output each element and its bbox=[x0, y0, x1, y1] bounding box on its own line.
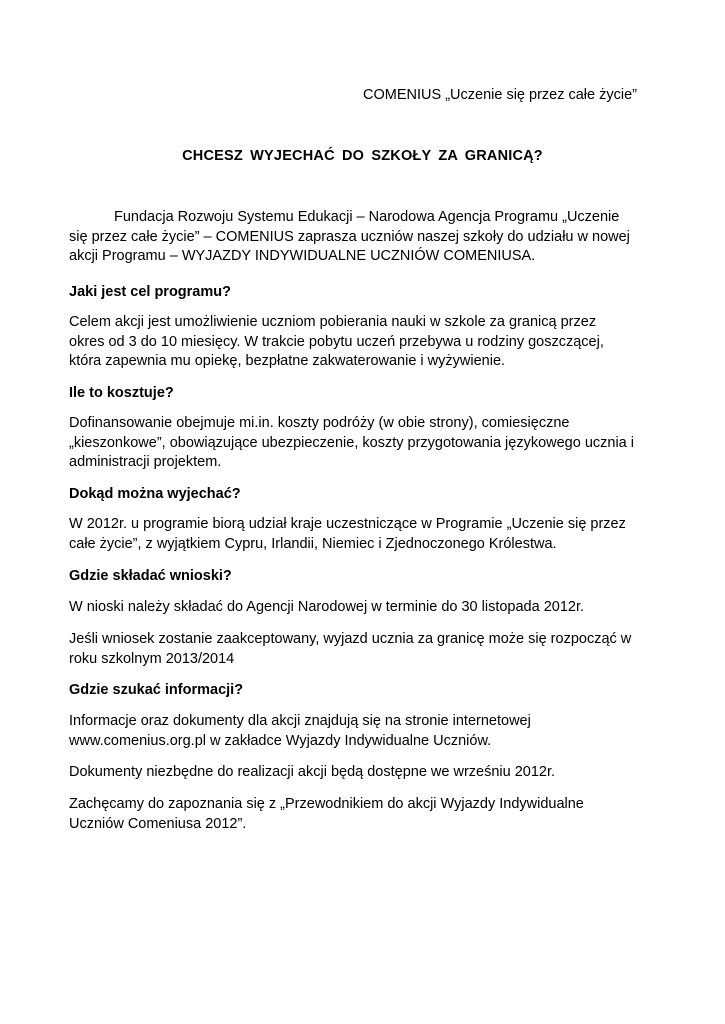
info-line: Dokumenty niezbędne do realizacji akcji będą dostępne we wrześniu 2012r. bbox=[69, 764, 556, 780]
intro-line: Fundacja Rozwoju Systemu Edukacji – Narodowa Agencja Programu „Uczenie bbox=[114, 209, 620, 225]
document-title: CHCESZ WYJECHAĆ DO SZKOŁY ZA GRANICĄ? bbox=[182, 148, 543, 164]
info-heading: Gdzie szukać informacji? bbox=[69, 682, 244, 698]
where-paragraph bbox=[69, 515, 659, 554]
cost-paragraph bbox=[69, 414, 659, 473]
goal-paragraph bbox=[69, 313, 659, 372]
info-paragraph-3 bbox=[69, 795, 659, 834]
apply-heading: Gdzie składać wnioski? bbox=[69, 568, 232, 584]
apply-line: roku szkolnym 2013/2014 bbox=[69, 650, 235, 667]
intro-paragraph bbox=[69, 208, 659, 267]
info-line: Zachęcamy do zapoznania się z „Przewodnikiem do akcji Wyjazdy Indywidualne bbox=[69, 796, 584, 812]
info-line: www.comenius.org.pl w zakładce Wyjazdy Indywidualne Uczniów. bbox=[69, 732, 492, 749]
info-line: Uczniów Comeniusa 2012”. bbox=[69, 815, 247, 832]
info-line: Informacje oraz dokumenty dla akcji znajdują się na stronie internetowej bbox=[69, 713, 531, 729]
intro-line: się przez całe życie” – COMENIUS zaprasza uczniów naszej szkoły do udziału w nowej bbox=[69, 228, 630, 245]
apply-line: W nioski należy składać do Agencji Narodowej w terminie do 30 listopada 2012r. bbox=[69, 599, 585, 615]
goal-line: Celem akcji jest umożliwienie uczniom pobierania nauki w szkole za granicą przez bbox=[69, 314, 597, 330]
where-line: W 2012r. u programie biorą udział kraje uczestniczące w Programie „Uczenie się przez bbox=[69, 516, 626, 532]
where-line: całe życie”, z wyjątkiem Cypru, Irlandii, Niemiec i Zjednoczonego Królestwa. bbox=[69, 535, 557, 552]
cost-line: administracji projektem. bbox=[69, 454, 222, 470]
goal-heading: Jaki jest cel programu? bbox=[69, 284, 231, 300]
info-paragraph-2 bbox=[69, 763, 659, 783]
apply-paragraph-2 bbox=[69, 630, 659, 669]
where-heading: Dokąd można wyjechać? bbox=[69, 486, 241, 502]
cost-heading: Ile to kosztuje? bbox=[69, 385, 174, 401]
cost-line: Dofinansowanie obejmuje mi.in. koszty podróży (w obie strony), comiesięczne bbox=[69, 415, 570, 431]
cost-line: „kieszonkowe”, obowiązujące ubezpieczenie, koszty przygotowania językowego ucznia i bbox=[69, 434, 634, 451]
intro-line: akcji Programu – WYJAZDY INDYWIDUALNE UCZNIÓW COMENIUSA. bbox=[69, 248, 536, 264]
goal-line: która zapewnia mu opiekę, bezpłatne zakwaterowanie i wyżywienie. bbox=[69, 353, 506, 369]
apply-line: Jeśli wniosek zostanie zaakceptowany, wyjazd ucznia za granicę może się rozpocząć w bbox=[69, 631, 632, 647]
program-header: COMENIUS „Uczenie się przez całe życie” bbox=[363, 87, 637, 103]
apply-paragraph-1 bbox=[69, 598, 659, 618]
goal-line: okres od 3 do 10 miesięcy. W trakcie pobytu uczeń przebywa u rodziny goszczącej, bbox=[69, 333, 604, 350]
info-paragraph-1 bbox=[69, 712, 659, 751]
